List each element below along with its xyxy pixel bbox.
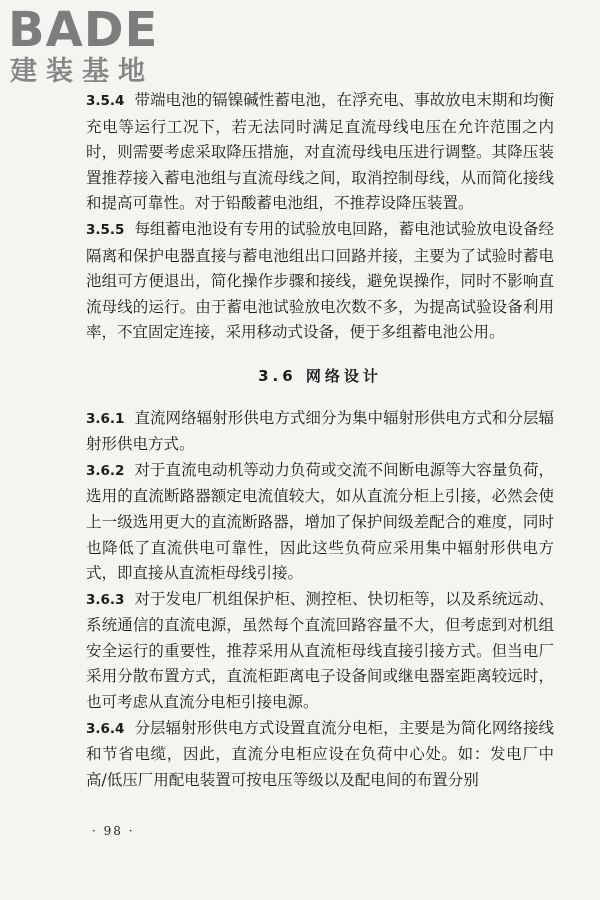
clause-3-6-1: [86, 406, 554, 458]
logo-main-text: BADE: [8, 2, 159, 58]
clause-text: 直流网络辐射形供电方式细分为集中辐射形供电方式和分层辐射形供电方式。: [86, 408, 554, 454]
clause-3-5-4: [86, 88, 554, 217]
page-number: · 98 ·: [92, 824, 135, 838]
document-body: [86, 88, 554, 793]
clause-number: 3.6.2: [86, 462, 125, 479]
clause-number: 3.6.4: [86, 720, 125, 737]
clause-number: 3.6.1: [86, 410, 125, 427]
section-heading: 3.6 网络设计: [258, 366, 382, 385]
clause-text: 对于直流电动机等动力负荷或交流不间断电源等大容量负荷，选用的直流断路器额定电流值较大，如从直流分柜上引接，必然会使上一级选用更大的直流断路器，增加了保护间级差配合的难度，同时也降低了直流供电可靠性，因此这些负荷应采用集中辐射形供电方式，即直接从直流柜母线引接。: [86, 460, 554, 583]
clause-text: 每组蓄电池设有专用的试验放电回路，蓄电池试验放电设备经隔离和保护电器直接与蓄电池组出口回路并接，主要为了试验时蓄电池组可方便退出，简化操作步骤和接线，避免误操作，同时不影响直流母线的运行。由于蓄电池试验放电次数不多，为提高试验设备利用率，不宜固定连接，采用移动式设备，便于多组蓄电池公用。: [86, 219, 554, 342]
clause-3-6-2: [86, 458, 554, 587]
clause-number: 3.5.5: [86, 221, 125, 238]
clause-3-6-4: [86, 716, 554, 794]
clause-number: 3.6.3: [86, 591, 125, 608]
clause-text: 分层辐射形供电方式设置直流分电柜，主要是为简化网络接线和节省电缆，因此，直流分电柜应设在负荷中心处。如：发电厂中高/低压厂用配电装置可按电压等级以及配电间的布置分别: [86, 718, 554, 789]
bade-logo: [8, 4, 178, 96]
logo-sub-text: 建装基地: [10, 56, 154, 87]
clause-number: 3.5.4: [86, 93, 125, 109]
clause-3-5-5: [86, 217, 554, 346]
clause-text: 对于发电厂机组保护柜、测控柜、快切柜等，以及系统远动、系统通信的直流电源，虽然每个直流回路容量不大，但考虑到对机组安全运行的重要性，推荐采用从直流柜母线直接引接方式。但当电厂采用分散布置方式，直流柜距离电子设备间或继电器室距离较远时，也可考虑从直流分电柜引接电源。: [86, 589, 554, 712]
clause-text: 带端电池的镉镍碱性蓄电池，在浮充电、事故放电末期和均衡充电等运行工况下，若无法同时满足直流母线电压在允许范围之内时，则需要考虑采取降压措施，对直流母线电压进行调整。其降压装置推荐接入蓄电池组与直流母线之间，取消控制母线，从而简化接线和提高可靠性。对于铅酸蓄电池组，不推荐设降压装置。: [86, 91, 554, 213]
clause-3-6-3: [86, 587, 554, 716]
